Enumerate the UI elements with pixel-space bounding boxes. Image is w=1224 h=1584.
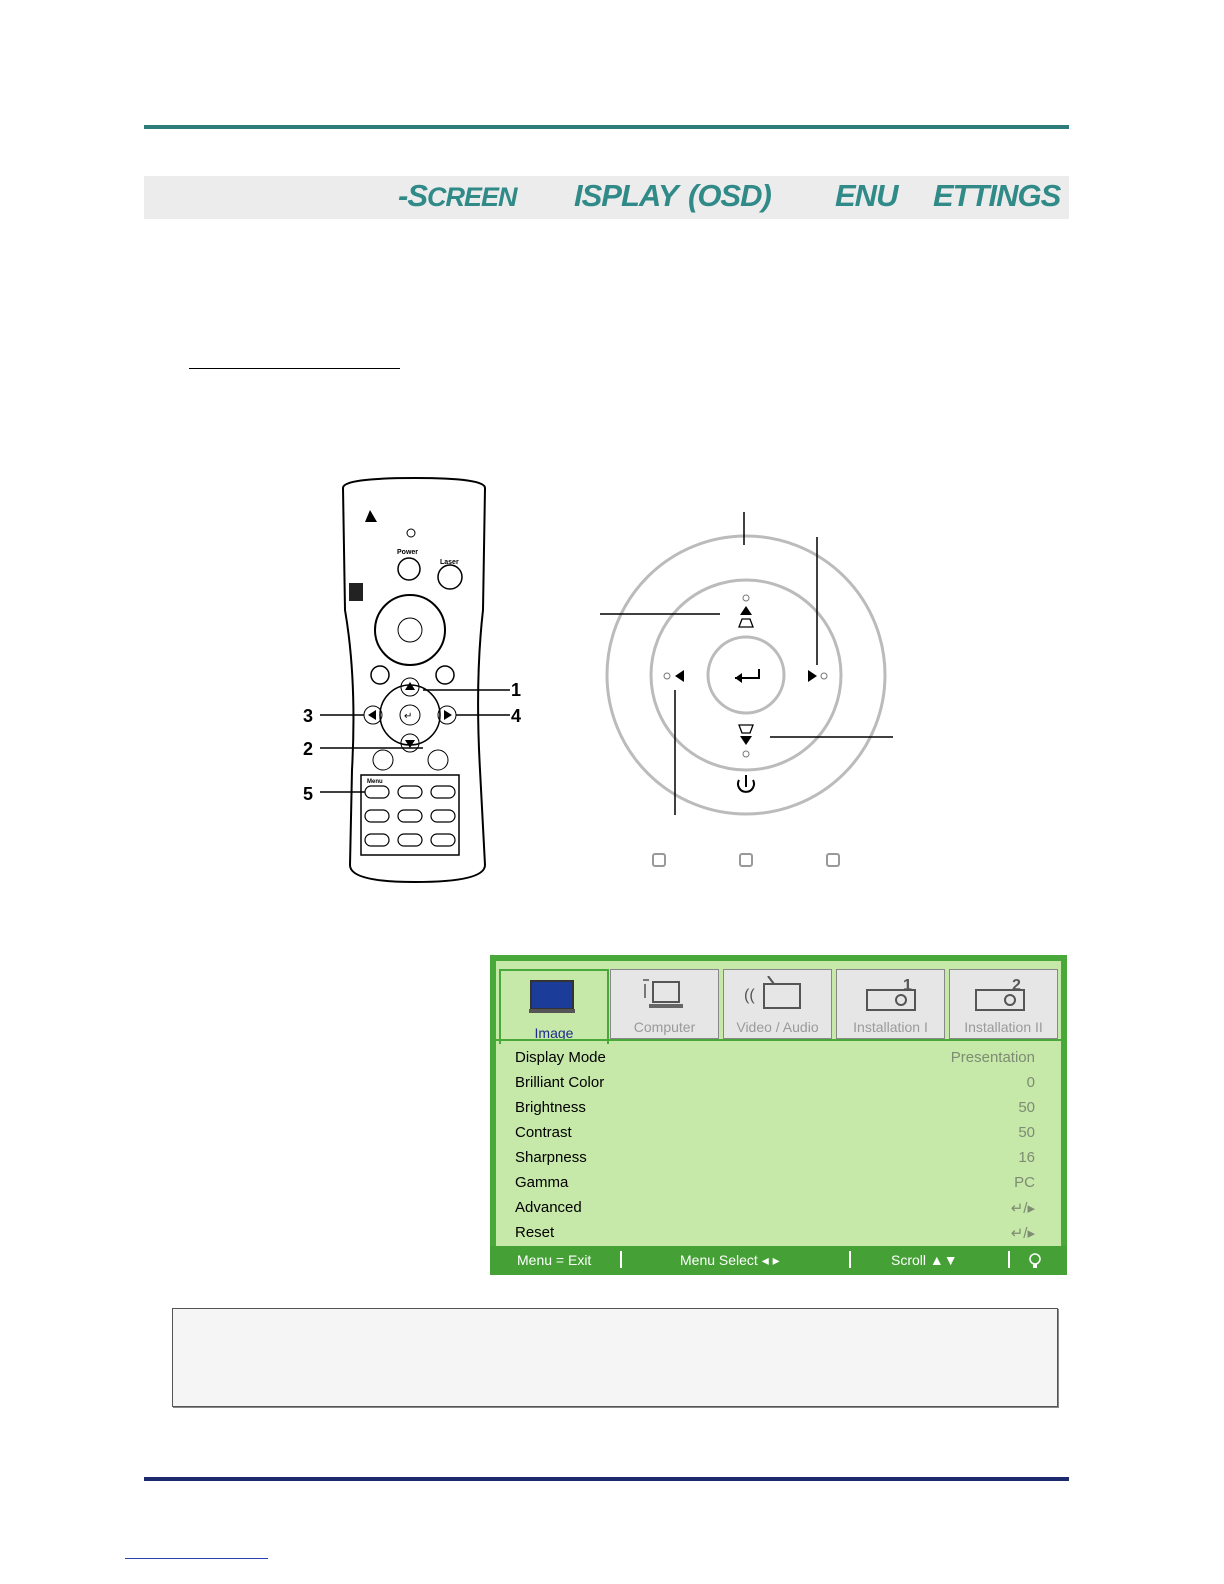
footer-scroll-hint: Scroll ▲▼ xyxy=(891,1252,958,1268)
title-fragment-display: ISPLAY xyxy=(574,178,678,213)
tab-label: Installation II xyxy=(964,1019,1043,1035)
osd-footer-bar xyxy=(490,1246,1067,1275)
projector-2-icon xyxy=(974,976,1034,1014)
tab-installation-1[interactable] xyxy=(836,969,945,1039)
callout-1: 1 xyxy=(511,680,522,700)
tab-label: Image xyxy=(534,1025,574,1041)
left-arrow-icon xyxy=(675,670,684,682)
keystone-up-icon xyxy=(739,619,753,627)
callout-2: 2 xyxy=(303,739,314,759)
up-arrow-icon xyxy=(740,606,752,615)
footer-link-underline xyxy=(125,1558,268,1559)
setting-reset[interactable]: Reset ↵/▸ xyxy=(515,1224,1035,1242)
callout-3: 3 xyxy=(303,706,314,726)
subheading-underline xyxy=(189,368,400,369)
projector-1-icon xyxy=(865,976,921,1014)
setting-display-mode[interactable]: Display Mode Presentation xyxy=(515,1049,1035,1066)
tab-image[interactable] xyxy=(499,969,609,1044)
outer-ring xyxy=(607,536,885,814)
osd-settings-panel xyxy=(496,1039,1061,1257)
setting-brilliant-color[interactable]: Brilliant Color 0 xyxy=(515,1074,1035,1091)
setting-gamma[interactable]: Gamma PC xyxy=(515,1174,1035,1191)
remote-control-diagram xyxy=(295,470,535,890)
led-indicator-2 xyxy=(740,854,752,866)
setting-brightness[interactable]: Brightness 50 xyxy=(515,1099,1035,1116)
title-fragment-osd: (OSD) xyxy=(688,178,771,213)
led-indicator-3 xyxy=(827,854,839,866)
osd-menu xyxy=(490,955,1067,1275)
projector-keypad-diagram xyxy=(595,505,905,875)
laser-label: Laser xyxy=(440,559,459,566)
tv-wireless-icon xyxy=(744,976,810,1014)
power-label: Power xyxy=(397,549,419,556)
tab-label: Installation I xyxy=(853,1019,928,1035)
tab-installation-2[interactable] xyxy=(949,969,1058,1039)
footer-divider xyxy=(849,1251,851,1268)
tab-label: Video / Audio xyxy=(736,1019,819,1035)
right-arrow-icon xyxy=(808,670,817,682)
note-box xyxy=(172,1308,1058,1407)
footer-rule xyxy=(144,1477,1069,1481)
computer-icon xyxy=(639,976,691,1014)
osd-body xyxy=(496,961,1061,1263)
lamp-icon xyxy=(1028,1253,1042,1269)
footer-divider xyxy=(620,1251,622,1268)
footer-divider xyxy=(1008,1251,1010,1268)
setting-contrast[interactable]: Contrast 50 xyxy=(515,1124,1035,1141)
led-indicator-1 xyxy=(653,854,665,866)
svg-text:↵: ↵ xyxy=(404,711,413,722)
footer-exit-hint: Menu = Exit xyxy=(517,1252,592,1268)
menu-label: Menu xyxy=(367,779,383,785)
header-rule xyxy=(144,125,1069,129)
title-fragment-screen: -SCREEN xyxy=(398,178,517,213)
keystone-down-icon xyxy=(739,725,753,733)
tab-computer[interactable] xyxy=(610,969,719,1039)
title-fragment-menu: ENU xyxy=(835,178,898,213)
setting-advanced[interactable]: Advanced ↵/▸ xyxy=(515,1199,1035,1217)
svg-text:1: 1 xyxy=(903,977,912,994)
logo-block xyxy=(349,583,363,601)
down-arrow-icon xyxy=(740,736,752,745)
tab-label: Computer xyxy=(633,1019,696,1035)
monitor-icon xyxy=(529,979,577,1015)
tab-video-audio[interactable] xyxy=(723,969,832,1039)
title-fragment-settings: ETTINGS xyxy=(933,178,1061,213)
svg-text:((: (( xyxy=(744,987,755,1004)
callout-5: 5 xyxy=(303,784,314,804)
callout-4: 4 xyxy=(511,706,522,726)
footer-select-hint: Menu Select ◂ ▸ xyxy=(680,1252,780,1268)
setting-sharpness[interactable]: Sharpness 16 xyxy=(515,1149,1035,1166)
enter-key xyxy=(708,637,784,713)
svg-text:2: 2 xyxy=(1012,977,1021,994)
